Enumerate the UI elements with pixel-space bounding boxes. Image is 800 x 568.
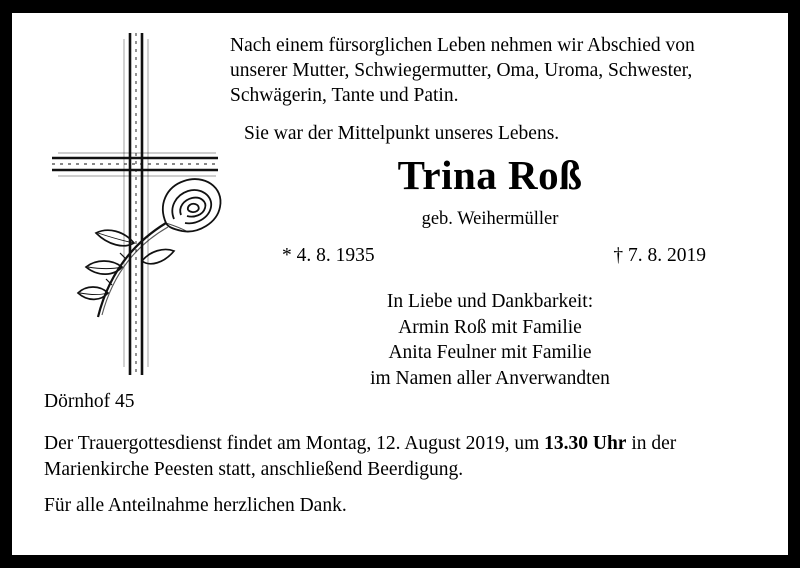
birth-date: * 4. 8. 1935: [282, 245, 375, 266]
family-member: im Namen aller Anverwandten: [370, 367, 610, 389]
intro-text: [230, 33, 750, 146]
service-text-part1: Der Trauergottesdienst findet am Montag, 12. August 2019, um: [44, 433, 545, 454]
intro-second-line: Sie war der Mittelpunkt unseres Lebens.: [244, 123, 560, 144]
maiden-name: geb. Weihermüller: [421, 209, 559, 229]
family-heading: In Liebe und Dankbarkeit:: [386, 291, 594, 312]
obituary-inner: [12, 13, 788, 555]
family-member: Anita Feulner mit Familie: [388, 342, 592, 363]
family-block: [230, 289, 750, 391]
family-member: Armin Roß mit Familie: [398, 316, 582, 338]
service-info: [44, 431, 754, 482]
death-date: † 7. 8. 2019: [613, 245, 706, 266]
service-time: 13.30 Uhr: [544, 433, 627, 454]
service-text-part2: in der: [626, 433, 677, 454]
cross-with-rose-illustration: [38, 27, 223, 382]
address-line: Dörnhof 45: [44, 391, 135, 412]
service-text-line2: Marienkirche Peesten statt, anschließend Beerdigung.: [44, 458, 464, 480]
intro-line-3: Schwägerin, Tante und Patin.: [230, 85, 459, 106]
deceased-name: Trina Roß: [397, 152, 583, 198]
intro-line-2: unserer Mutter, Schwiegermutter, Oma, Uroma, Schwester,: [230, 60, 693, 81]
life-dates: [230, 245, 750, 267]
thanks-line: Für alle Anteilnahme herzlichen Dank.: [44, 495, 347, 516]
intro-line-1: Nach einem fürsorglichen Leben nehmen wir Abschied von: [230, 35, 695, 56]
